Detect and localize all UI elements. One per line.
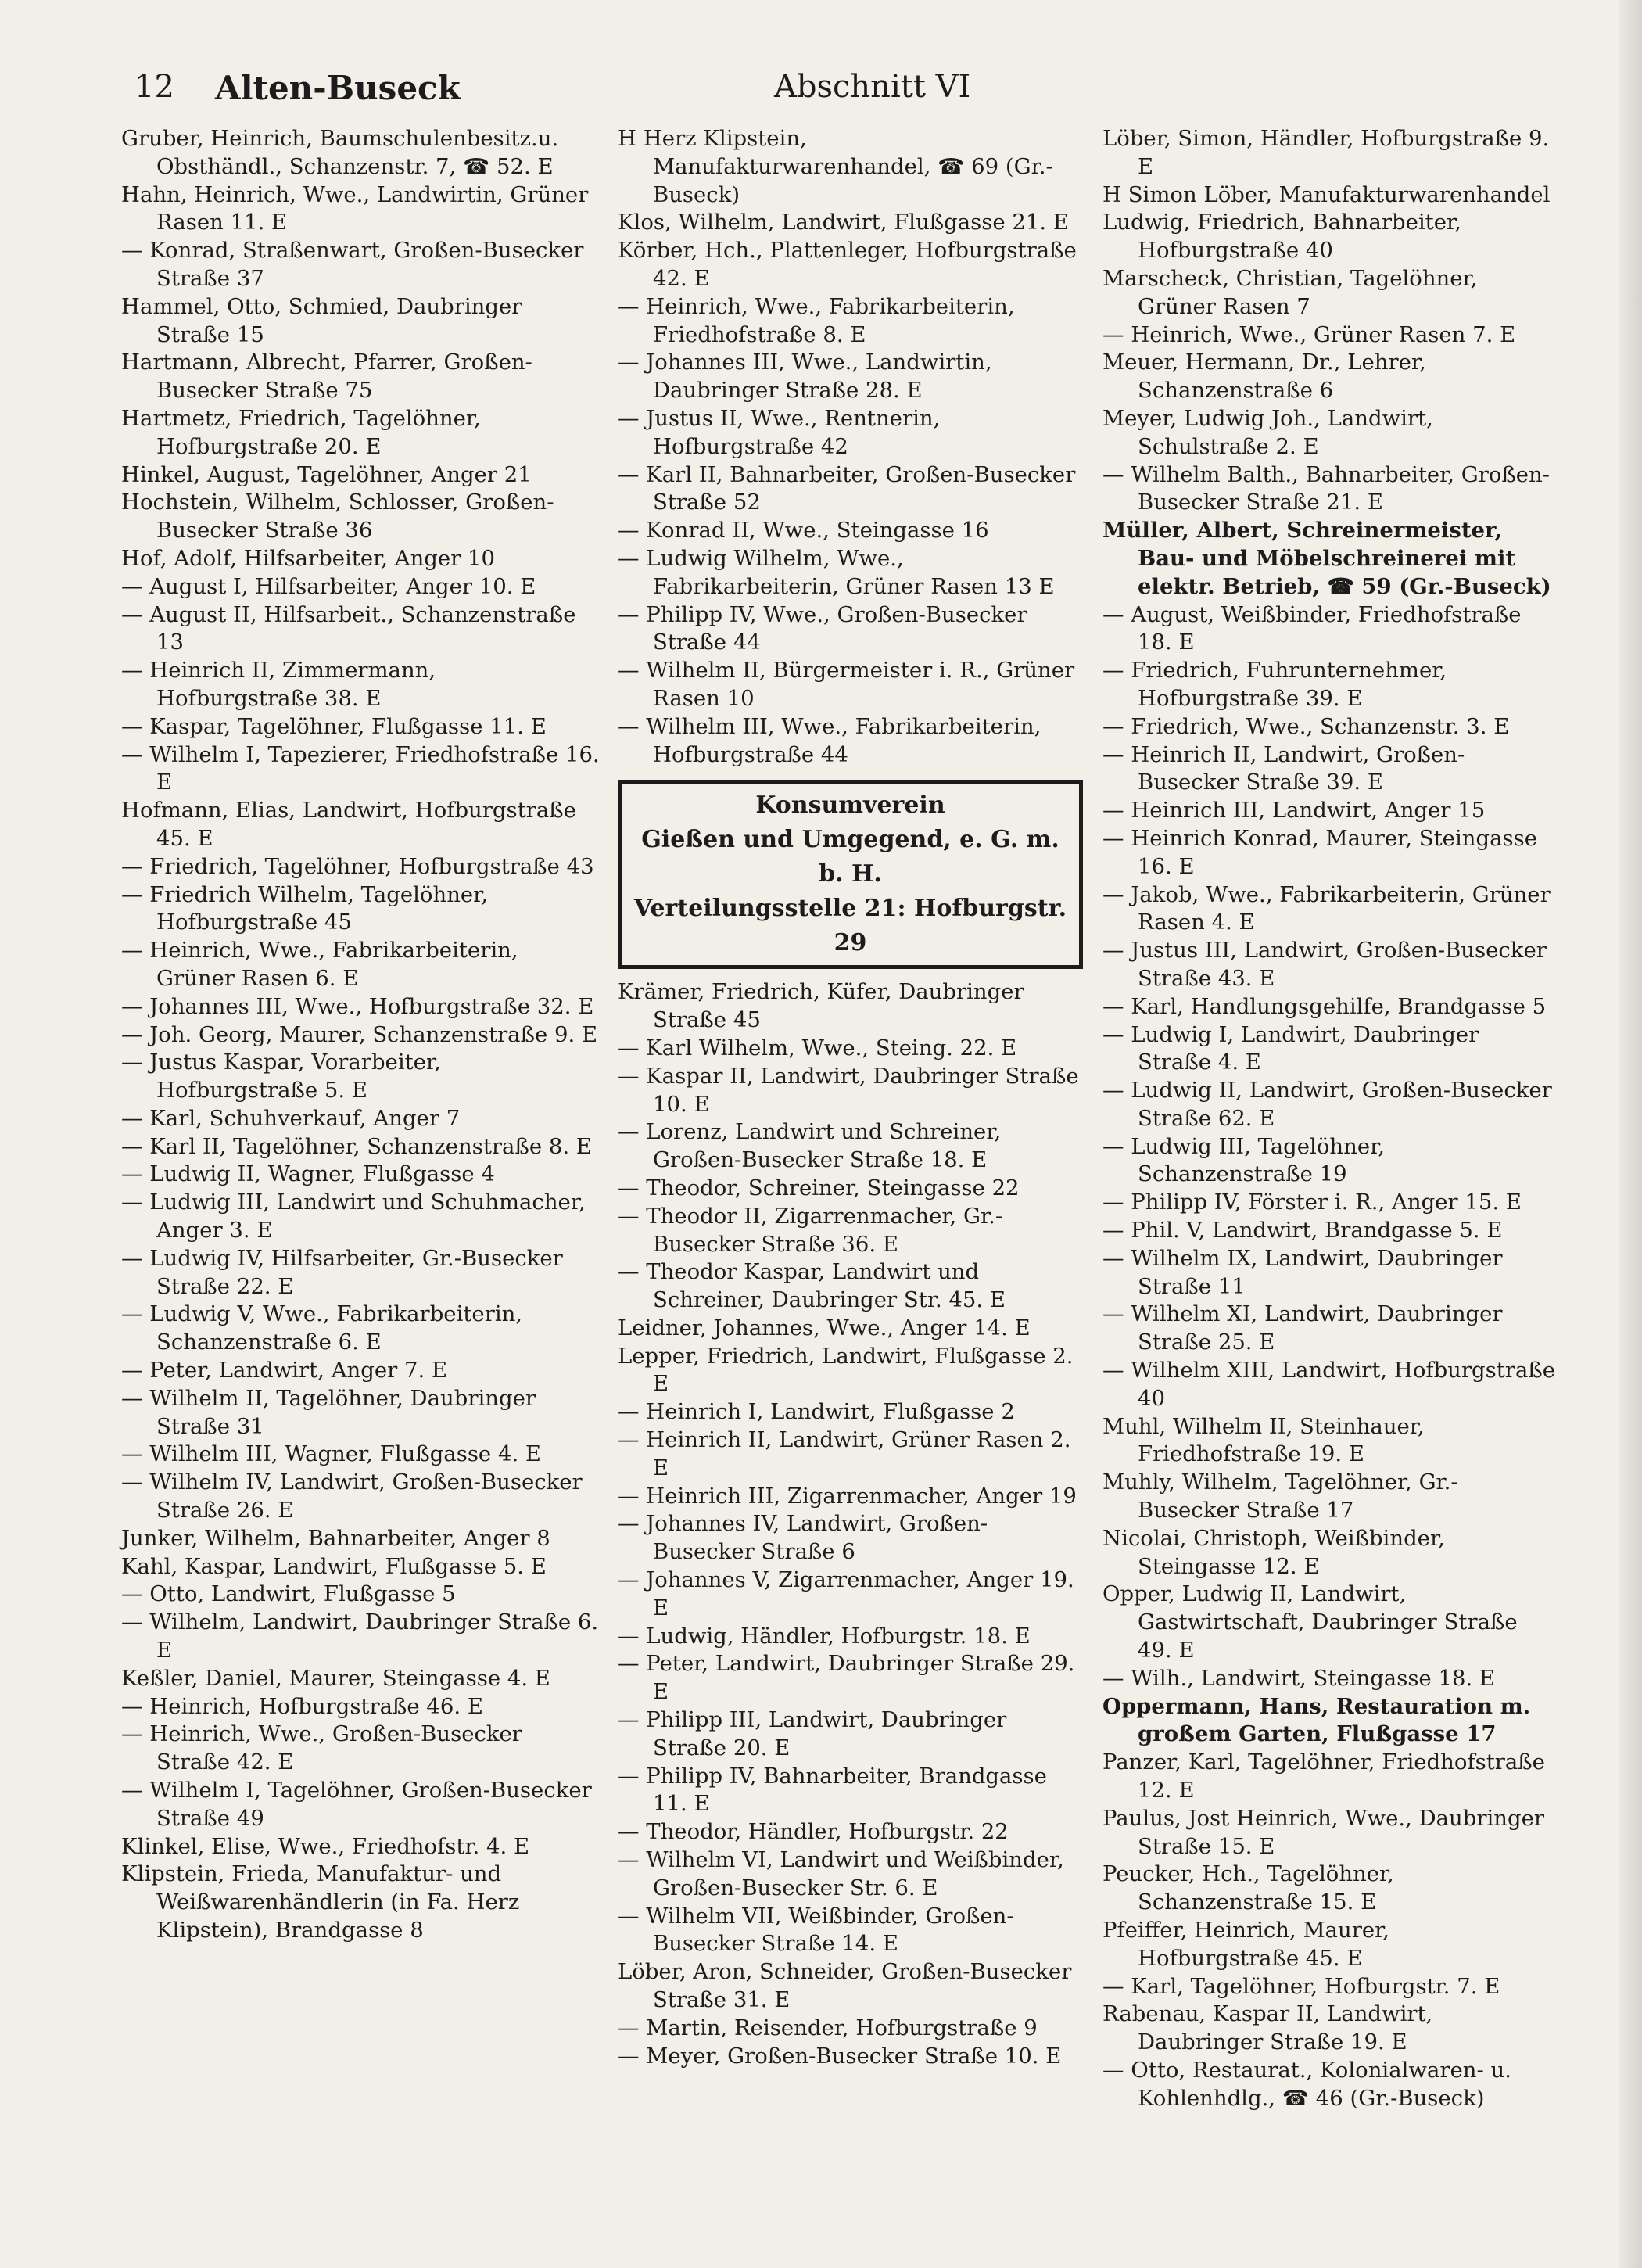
directory-entry: — Heinrich II, Zimmermann, Hofburgstraße 38. E [121, 658, 436, 711]
directory-entry: — Friedrich Wilhelm, Tagelöhner, Hofburgstraße 45 [121, 881, 489, 935]
page-binding-edge [1619, 0, 1642, 2268]
directory-entry: Muhly, Wilhelm, Tagelöhner, Gr.-Busecker Straße 17 [1102, 1470, 1458, 1523]
directory-entry: H Simon Löber, Manufakturwarenhandel [1102, 181, 1551, 207]
directory-entry: Müller, Albert, Schreinermeister, Bau- und Möbelschreinerei mit elektr. Betrieb, ☎ 59 (Gr.-Buseck) [1102, 518, 1551, 599]
directory-entry: — Friedrich, Tagelöhner, Hofburgstraße 43 [121, 853, 594, 879]
directory-entry: Peucker, Hch., Tagelöhner, Schanzenstraße 15. E [1102, 1861, 1394, 1915]
directory-entry: — August II, Hilfsarbeit., Schanzenstraße 13 [121, 601, 576, 655]
directory-entry: H Herz Klipstein, Manufakturwarenhandel, ☎ 69 (Gr.-Buseck) [618, 126, 1053, 207]
directory-entry: — Karl, Handlungsgehilfe, Brandgasse 5 [1102, 993, 1547, 1019]
directory-entry: — Ludwig IV, Hilfsarbeiter, Gr.-Busecker Straße 22. E [121, 1245, 563, 1299]
directory-entry: — Peter, Landwirt, Anger 7. E [121, 1358, 448, 1383]
directory-entry: — Heinrich, Wwe., Grüner Rasen 7. E [1102, 321, 1516, 347]
directory-entry: Klinkel, Elise, Wwe., Friedhofstr. 4. E [121, 1833, 530, 1859]
directory-entry: Junker, Wilhelm, Bahnarbeiter, Anger 8 [121, 1525, 550, 1551]
column-1 [121, 125, 602, 1945]
directory-entry: — Johannes III, Wwe., Landwirtin, Daubringer Straße 28. E [618, 350, 992, 404]
directory-entry: — Theodor II, Zigarrenmacher, Gr.-Busecker Straße 36. E [618, 1203, 1003, 1257]
directory-entry: Oppermann, Hans, Restauration m. großem Garten, Flußgasse 17 [1102, 1693, 1531, 1747]
directory-entry: — Philipp IV, Wwe., Großen-Busecker Straße 44 [618, 601, 1027, 655]
directory-entry: — Johannes III, Wwe., Hofburgstraße 32. E [121, 993, 594, 1019]
directory-entry: Krämer, Friedrich, Küfer, Daubringer Straße 45 [618, 979, 1024, 1033]
directory-entry: — Wilhelm Balth., Bahnarbeiter, Großen-Busecker Straße 21. E [1102, 461, 1551, 515]
column-2 [618, 125, 1083, 2070]
notice-line-2: Gießen und Umgegend, e. G. m. b. H. [641, 826, 1059, 888]
directory-entry: — Justus III, Landwirt, Großen-Busecker Straße 43. E [1102, 938, 1547, 991]
directory-entry: — Ludwig Wilhelm, Wwe., Fabrikarbeiterin, Grüner Rasen 13 E [618, 545, 1055, 599]
directory-entry: Marscheck, Christian, Tagelöhner, Grüner Rasen 7 [1102, 265, 1478, 319]
directory-entry: — Konrad II, Wwe., Steingasse 16 [618, 518, 989, 544]
directory-entry: — Otto, Landwirt, Flußgasse 5 [121, 1581, 456, 1607]
directory-entry: — Kaspar, Tagelöhner, Flußgasse 11. E [121, 713, 547, 739]
directory-entry: Ludwig, Friedrich, Bahnarbeiter, Hofburgstraße 40 [1102, 210, 1461, 264]
directory-entry: — Heinrich, Wwe., Fabrikarbeiterin, Grüner Rasen 6. E [121, 938, 518, 991]
directory-entry: Meyer, Ludwig Joh., Landwirt, Schulstraße 2. E [1102, 405, 1433, 459]
directory-entry: — Ludwig II, Wagner, Flußgasse 4 [121, 1161, 495, 1187]
directory-entry: — Ludwig I, Landwirt, Daubringer Straße 4. E [1102, 1021, 1479, 1075]
directory-entry: — Wilhelm VI, Landwirt und Weißbinder, Großen-Busecker Str. 6. E [618, 1847, 1064, 1900]
directory-entry: — Wilhelm I, Tapezierer, Friedhofstraße 16. E [121, 741, 600, 795]
directory-entry: — Wilhelm VII, Weißbinder, Großen-Busecker Straße 14. E [618, 1903, 1014, 1957]
directory-entry: — Theodor, Händler, Hofburgstr. 22 [618, 1819, 1009, 1845]
directory-entry: — Justus Kaspar, Vorarbeiter, Hofburgstraße 5. E [121, 1050, 441, 1103]
directory-entry: — Philipp IV, Bahnarbeiter, Brandgasse 11. E [618, 1763, 1047, 1817]
page-title: Alten-Buseck [215, 69, 461, 107]
directory-entry: — Wilhelm, Landwirt, Daubringer Straße 6. E [121, 1609, 599, 1663]
directory-entry: — Meyer, Großen-Busecker Straße 10. E [618, 2043, 1062, 2069]
directory-entry: — Justus II, Wwe., Rentnerin, Hofburgstraße 42 [618, 405, 941, 459]
notice-line-1: Konsumverein [755, 791, 945, 820]
directory-entry: — Ludwig III, Landwirt und Schuhmacher, Anger 3. E [121, 1190, 586, 1243]
directory-entry: — Wilhelm IV, Landwirt, Großen-Busecker Straße 26. E [121, 1470, 583, 1523]
directory-entry: — Friedrich, Fuhrunternehmer, Hofburgstraße 39. E [1102, 658, 1447, 711]
directory-entry: — Heinrich I, Landwirt, Flußgasse 2 [618, 1399, 1015, 1425]
consumer-cooperative-notice [618, 780, 1083, 969]
directory-entry: Hof, Adolf, Hilfsarbeiter, Anger 10 [121, 545, 496, 571]
directory-entry: Lepper, Friedrich, Landwirt, Flußgasse 2. E [618, 1343, 1074, 1397]
directory-entry: Paulus, Jost Heinrich, Wwe., Daubringer Straße 15. E [1102, 1805, 1544, 1859]
directory-entry: — Konrad, Straßenwart, Großen-Busecker Straße 37 [121, 238, 584, 291]
directory-entry: Muhl, Wilhelm II, Steinhauer, Friedhofstraße 19. E [1102, 1413, 1425, 1467]
directory-entry: Gruber, Heinrich, Baumschulenbesitz.u. Obsthändl., Schanzenstr. 7, ☎ 52. E [121, 126, 559, 179]
directory-entry: Keßler, Daniel, Maurer, Steingasse 4. E [121, 1665, 550, 1691]
directory-entry: Opper, Ludwig II, Landwirt, Gastwirtschaft, Daubringer Straße 49. E [1102, 1581, 1518, 1663]
directory-entry: — Ludwig III, Tagelöhner, Schanzenstraße 19 [1102, 1133, 1385, 1187]
directory-entry: — Heinrich, Hofburgstraße 46. E [121, 1693, 483, 1719]
directory-entry: Hinkel, August, Tagelöhner, Anger 21 [121, 461, 532, 487]
directory-entry: — Heinrich II, Landwirt, Großen-Busecker Straße 39. E [1102, 741, 1465, 795]
directory-entry: — Heinrich III, Zigarrenmacher, Anger 19 [618, 1483, 1077, 1509]
directory-entry: — Heinrich III, Landwirt, Anger 15 [1102, 798, 1486, 824]
directory-entry: — Heinrich, Wwe., Großen-Busecker Straße 42. E [121, 1721, 522, 1775]
directory-entry: — Wilhelm XI, Landwirt, Daubringer Straße 25. E [1102, 1301, 1503, 1355]
directory-entry: Körber, Hch., Plattenleger, Hofburgstraße 42. E [618, 238, 1077, 291]
directory-entry: — Wilhelm XIII, Landwirt, Hofburgstraße 40 [1102, 1358, 1555, 1411]
directory-entry: — Martin, Reisender, Hofburgstraße 9 [618, 2015, 1038, 2040]
column-3 [1102, 125, 1556, 2113]
directory-entry: — Wilhelm I, Tagelöhner, Großen-Busecker Straße 49 [121, 1778, 592, 1831]
directory-entry: — Ludwig, Händler, Hofburgstr. 18. E [618, 1623, 1031, 1649]
directory-entry: — Wilhelm IX, Landwirt, Daubringer Straße 11 [1102, 1245, 1503, 1299]
directory-entry: — Theodor Kaspar, Landwirt und Schreiner, Daubringer Str. 45. E [618, 1259, 1006, 1313]
directory-entry: Panzer, Karl, Tagelöhner, Friedhofstraße 12. E [1102, 1749, 1545, 1803]
directory-entry: Löber, Aron, Schneider, Großen-Busecker Straße 31. E [618, 1959, 1072, 2013]
directory-entry: — Philipp III, Landwirt, Daubringer Straße 20. E [618, 1707, 1007, 1760]
directory-entry: Hahn, Heinrich, Wwe., Landwirtin, Grüner Rasen 11. E [121, 181, 589, 235]
directory-entry: — Kaspar II, Landwirt, Daubringer Straße 10. E [618, 1063, 1079, 1117]
directory-entry: Hofmann, Elias, Landwirt, Hofburgstraße 45. E [121, 798, 576, 851]
directory-entry: Kahl, Kaspar, Landwirt, Flußgasse 5. E [121, 1553, 547, 1579]
directory-entry: Hartmann, Albrecht, Pfarrer, Großen-Busecker Straße 75 [121, 350, 532, 404]
section-title: Abschnitt VI [774, 69, 971, 105]
directory-entry: — Friedrich, Wwe., Schanzenstr. 3. E [1102, 713, 1510, 739]
directory-entry: — Karl Wilhelm, Wwe., Steing. 22. E [618, 1035, 1017, 1060]
directory-entry: — Theodor, Schreiner, Steingasse 22 [618, 1175, 1020, 1200]
page-header [0, 69, 1642, 116]
directory-entry: Pfeiffer, Heinrich, Maurer, Hofburgstraße 45. E [1102, 1918, 1390, 1971]
directory-entry: Rabenau, Kaspar II, Landwirt, Daubringer Straße 19. E [1102, 2001, 1433, 2055]
directory-entry: — Karl, Tagelöhner, Hofburgstr. 7. E [1102, 1973, 1500, 1999]
directory-entry: — Heinrich Konrad, Maurer, Steingasse 16. E [1102, 825, 1537, 879]
directory-entry: — Lorenz, Landwirt und Schreiner, Großen-Busecker Straße 18. E [618, 1119, 1002, 1173]
directory-entry: — Philipp IV, Förster i. R., Anger 15. E [1102, 1190, 1522, 1215]
directory-entry: Klos, Wilhelm, Landwirt, Flußgasse 21. E [618, 210, 1069, 235]
directory-entry: — Johannes V, Zigarrenmacher, Anger 19. E [618, 1567, 1074, 1620]
directory-entry: Nicolai, Christoph, Weißbinder, Steingasse 12. E [1102, 1525, 1445, 1579]
directory-entry: — Jakob, Wwe., Fabrikarbeiterin, Grüner Rasen 4. E [1102, 881, 1551, 935]
directory-entry: — Wilhelm III, Wwe., Fabrikarbeiterin, Hofburgstraße 44 [618, 713, 1041, 767]
directory-entry: — Otto, Restaurat., Kolonialwaren- u. Kohlenhdlg., ☎ 46 (Gr.-Buseck) [1102, 2057, 1511, 2111]
directory-entry: Löber, Simon, Händler, Hofburgstraße 9. E [1102, 126, 1550, 179]
directory-entry: Hammel, Otto, Schmied, Daubringer Straße 15 [121, 293, 522, 347]
directory-entry: — Phil. V, Landwirt, Brandgasse 5. E [1102, 1218, 1503, 1243]
directory-entry: — Ludwig II, Landwirt, Großen-Busecker Straße 62. E [1102, 1078, 1552, 1131]
directory-entry: — August I, Hilfsarbeiter, Anger 10. E [121, 573, 536, 599]
directory-entry: — Heinrich II, Landwirt, Grüner Rasen 2. E [618, 1427, 1071, 1480]
directory-entry: Hartmetz, Friedrich, Tagelöhner, Hofburgstraße 20. E [121, 405, 481, 459]
directory-entry: — Wilh., Landwirt, Steingasse 18. E [1102, 1665, 1495, 1691]
directory-entry: — Karl, Schuhverkauf, Anger 7 [121, 1105, 461, 1131]
directory-entry: Klipstein, Frieda, Manufaktur- und Weißwarenhändlerin (in Fa. Herz Klipstein), Brandgasse 8 [121, 1861, 520, 1943]
page-number: 12 [134, 69, 174, 105]
notice-line-3: Verteilungsstelle 21: Hofburgstr. 29 [633, 895, 1067, 957]
directory-entry: — Peter, Landwirt, Daubringer Straße 29. E [618, 1651, 1075, 1705]
directory-entry: Meuer, Hermann, Dr., Lehrer, Schanzenstraße 6 [1102, 350, 1426, 404]
directory-entry: — Heinrich, Wwe., Fabrikarbeiterin, Friedhofstraße 8. E [618, 293, 1015, 347]
directory-entry: — Wilhelm III, Wagner, Flußgasse 4. E [121, 1441, 542, 1467]
directory-entry: — Wilhelm II, Bürgermeister i. R., Grüner Rasen 10 [618, 658, 1075, 711]
directory-entry: — August, Weißbinder, Friedhofstraße 18. E [1102, 601, 1522, 655]
directory-entry: Hochstein, Wilhelm, Schlosser, Großen-Busecker Straße 36 [121, 490, 554, 544]
directory-entry: — Johannes IV, Landwirt, Großen-Busecker Straße 6 [618, 1511, 988, 1565]
directory-entry: — Joh. Georg, Maurer, Schanzenstraße 9. E [121, 1021, 598, 1047]
directory-entry: Leidner, Johannes, Wwe., Anger 14. E [618, 1315, 1031, 1340]
directory-entry: — Karl II, Tagelöhner, Schanzenstraße 8. E [121, 1133, 592, 1159]
directory-entry: — Ludwig V, Wwe., Fabrikarbeiterin, Schanzenstraße 6. E [121, 1301, 523, 1355]
directory-entry: — Karl II, Bahnarbeiter, Großen-Busecker Straße 52 [618, 461, 1076, 515]
directory-entry: — Wilhelm II, Tagelöhner, Daubringer Straße 31 [121, 1385, 536, 1439]
